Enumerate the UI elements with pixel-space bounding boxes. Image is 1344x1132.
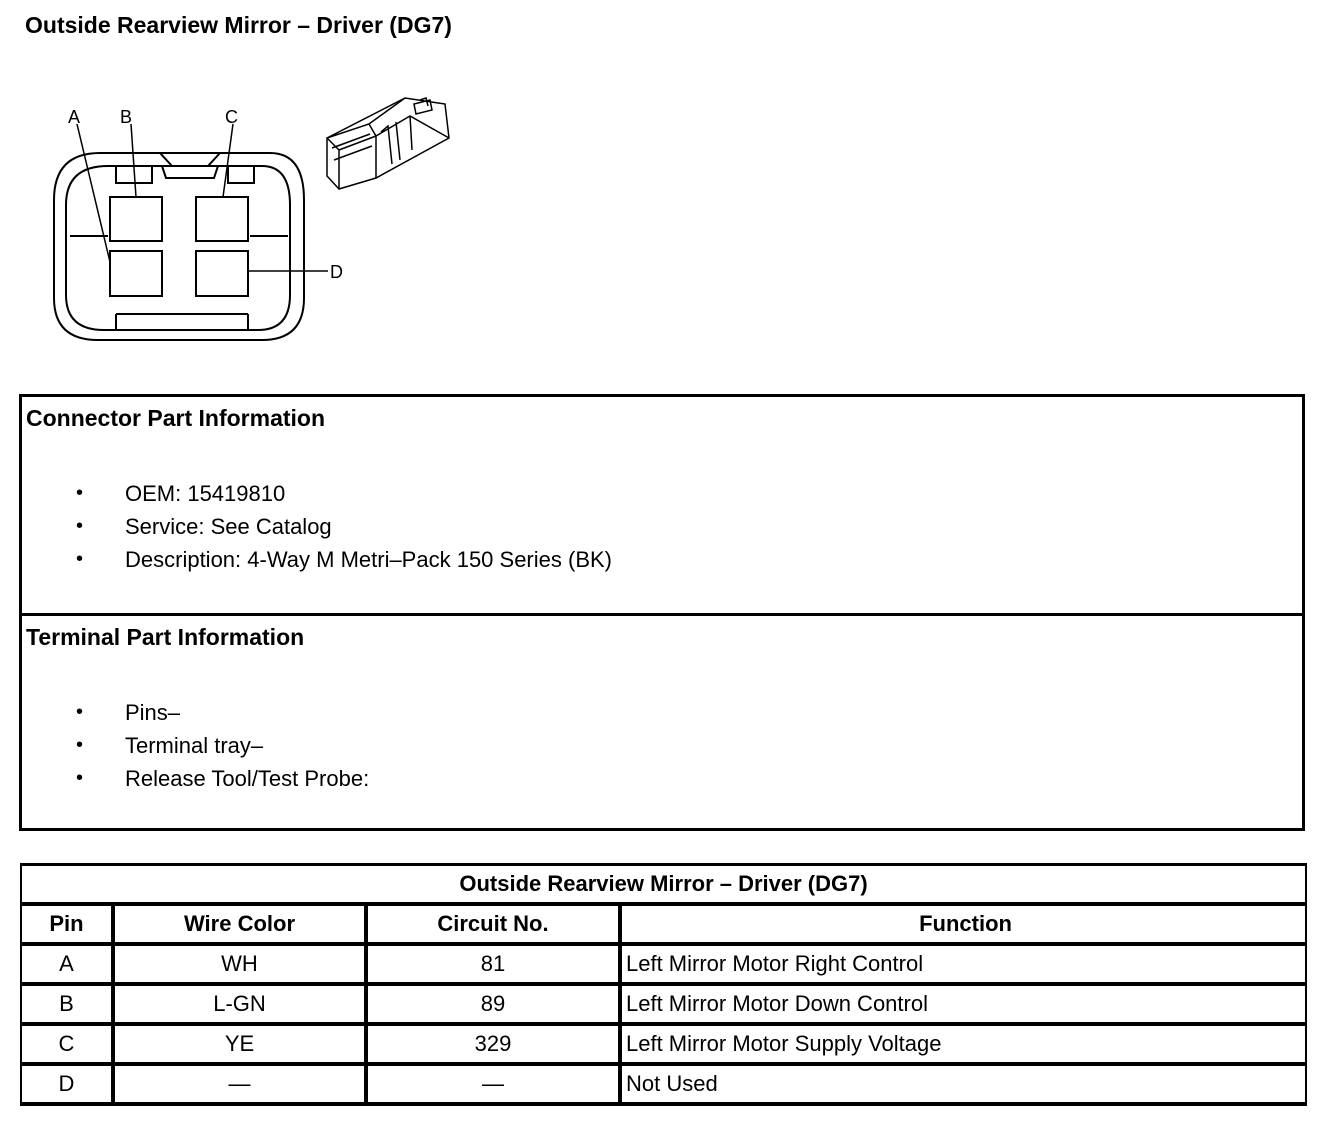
bullet-icon: • <box>76 767 84 789</box>
cavity-a <box>110 251 162 296</box>
table-row <box>21 984 1306 1024</box>
table-caption-row <box>21 865 1306 905</box>
pin-cavities <box>110 197 248 296</box>
table-row <box>21 1024 1306 1064</box>
bullet-icon: • <box>76 734 84 756</box>
pin-label-a: A <box>68 107 81 127</box>
header-pin: Pin <box>21 904 113 944</box>
cell-circuit: 329 <box>366 1024 620 1064</box>
pin-label-b: B <box>120 107 133 127</box>
pin-label-c: C <box>225 107 238 127</box>
connector-part-information: Connector Part Information • OEM: 15419810 • Service: See Catalog • Description: 4-Way M Metri–Pack 150 Series (BK) <box>22 397 1302 616</box>
cell-function: Left Mirror Motor Down Control <box>620 984 1306 1024</box>
pin-label-d: D <box>330 262 343 282</box>
cell-pin: C <box>21 1024 113 1064</box>
connector-3d-icon <box>327 98 449 189</box>
table-row <box>21 1064 1306 1104</box>
bullet-icon: • <box>76 482 84 504</box>
cell-function: Left Mirror Motor Right Control <box>620 944 1306 984</box>
cell-function: Not Used <box>620 1064 1306 1104</box>
connector-info-title: Connector Part Information <box>26 405 326 431</box>
cell-function: Left Mirror Motor Supply Voltage <box>620 1024 1306 1064</box>
cell-circuit: — <box>366 1064 620 1104</box>
cell-wire-color: — <box>113 1064 366 1104</box>
part-information-box <box>19 394 1305 831</box>
terminal-info-title: Terminal Part Information <box>26 624 305 650</box>
header-circuit: Circuit No. <box>366 904 620 944</box>
cell-circuit: 81 <box>366 944 620 984</box>
bullet-icon: • <box>76 548 84 570</box>
header-wire-color: Wire Color <box>113 904 366 944</box>
page-title: Outside Rearview Mirror – Driver (DG7) <box>25 12 452 38</box>
bullet-icon: • <box>76 701 84 723</box>
pin-function-table <box>20 863 1307 1106</box>
cell-wire-color: WH <box>113 944 366 984</box>
cell-pin: A <box>21 944 113 984</box>
cell-wire-color: L-GN <box>113 984 366 1024</box>
header-function: Function <box>620 904 1306 944</box>
table-header-row <box>21 904 1306 944</box>
bullet-icon: • <box>76 515 84 537</box>
cell-wire-color: YE <box>113 1024 366 1064</box>
connector-diagram <box>0 0 470 350</box>
cavity-b <box>110 197 162 241</box>
table-row <box>21 944 1306 984</box>
cell-pin: B <box>21 984 113 1024</box>
cell-circuit: 89 <box>366 984 620 1024</box>
cell-pin: D <box>21 1064 113 1104</box>
cavity-c <box>196 197 248 241</box>
table-caption: Outside Rearview Mirror – Driver (DG7) <box>21 865 1306 905</box>
terminal-part-information: Terminal Part Information • Pins– • Terminal tray– • Release Tool/Test Probe: <box>22 616 1302 828</box>
connector-face <box>54 153 304 340</box>
cavity-d <box>196 251 248 296</box>
